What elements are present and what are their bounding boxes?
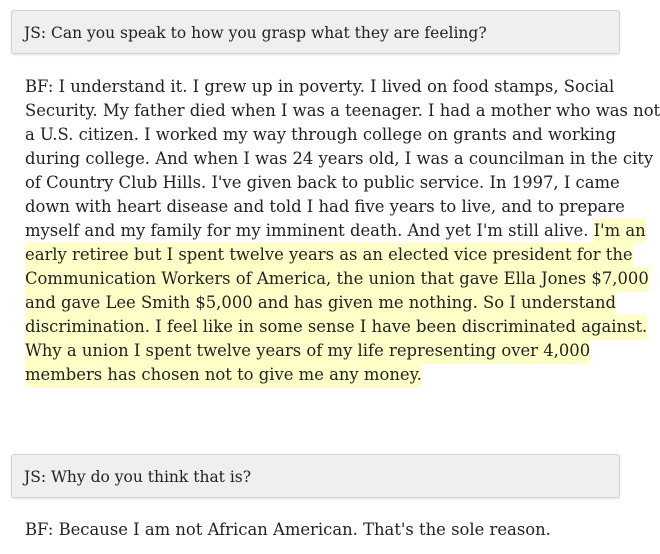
answer-line: Security. My father died when I was a teenager. I had a mother who was not: [25, 101, 660, 120]
answer-line: during college. And when I was 24 years old, I was a councilman in the city: [25, 149, 654, 168]
answer-line: of Country Club Hills. I've given back to public service. In 1997, I came: [25, 173, 620, 192]
question-text-1: JS: Can you speak to how you grasp what they are feeling?: [24, 24, 487, 42]
highlighted-text: Why a union I spent twelve years of my life representing over 4,000: [25, 339, 590, 364]
highlighted-line: [25, 291, 625, 315]
answer-line-plain-part: myself and my family for my imminent death. And yet I'm still alive.: [25, 221, 589, 240]
question-text-2: JS: Why do you think that is?: [24, 468, 252, 486]
highlighted-line: [25, 339, 625, 363]
highlighted-text: discrimination. I feel like in some sense I have been discriminated against.: [25, 315, 647, 340]
highlighted-text: and gave Lee Smith $5,000 and has given me nothing. So I understand: [25, 291, 616, 316]
answer-paragraph-1: [25, 75, 660, 387]
highlighted-text: Communication Workers of America, the union that gave Ella Jones $7,000: [25, 267, 649, 292]
question-box-2: [11, 454, 620, 498]
answer-line: BF: I understand it. I grew up in poverty. I lived on food stamps, Social: [25, 77, 615, 96]
answer-line-mixed: [25, 219, 646, 243]
highlighted-line: [25, 243, 633, 267]
answer-line: a U.S. citizen. I worked my way through college on grants and working: [25, 125, 616, 144]
highlighted-text: early retiree but I spent twelve years as an elected vice president for the: [25, 243, 633, 268]
answer-text-2: BF: Because I am not African American. That's the sole reason.: [25, 520, 551, 539]
highlighted-text: I'm an: [594, 219, 646, 244]
highlighted-text: members has chosen not to give me any money.: [25, 363, 422, 388]
question-box-1: [11, 10, 620, 54]
answer-line: down with heart disease and told I had five years to live, and to prepare: [25, 197, 625, 216]
answer-paragraph-2: [25, 518, 625, 542]
highlighted-line: [25, 315, 648, 339]
highlighted-line: [25, 267, 649, 291]
highlighted-line: [25, 363, 625, 387]
